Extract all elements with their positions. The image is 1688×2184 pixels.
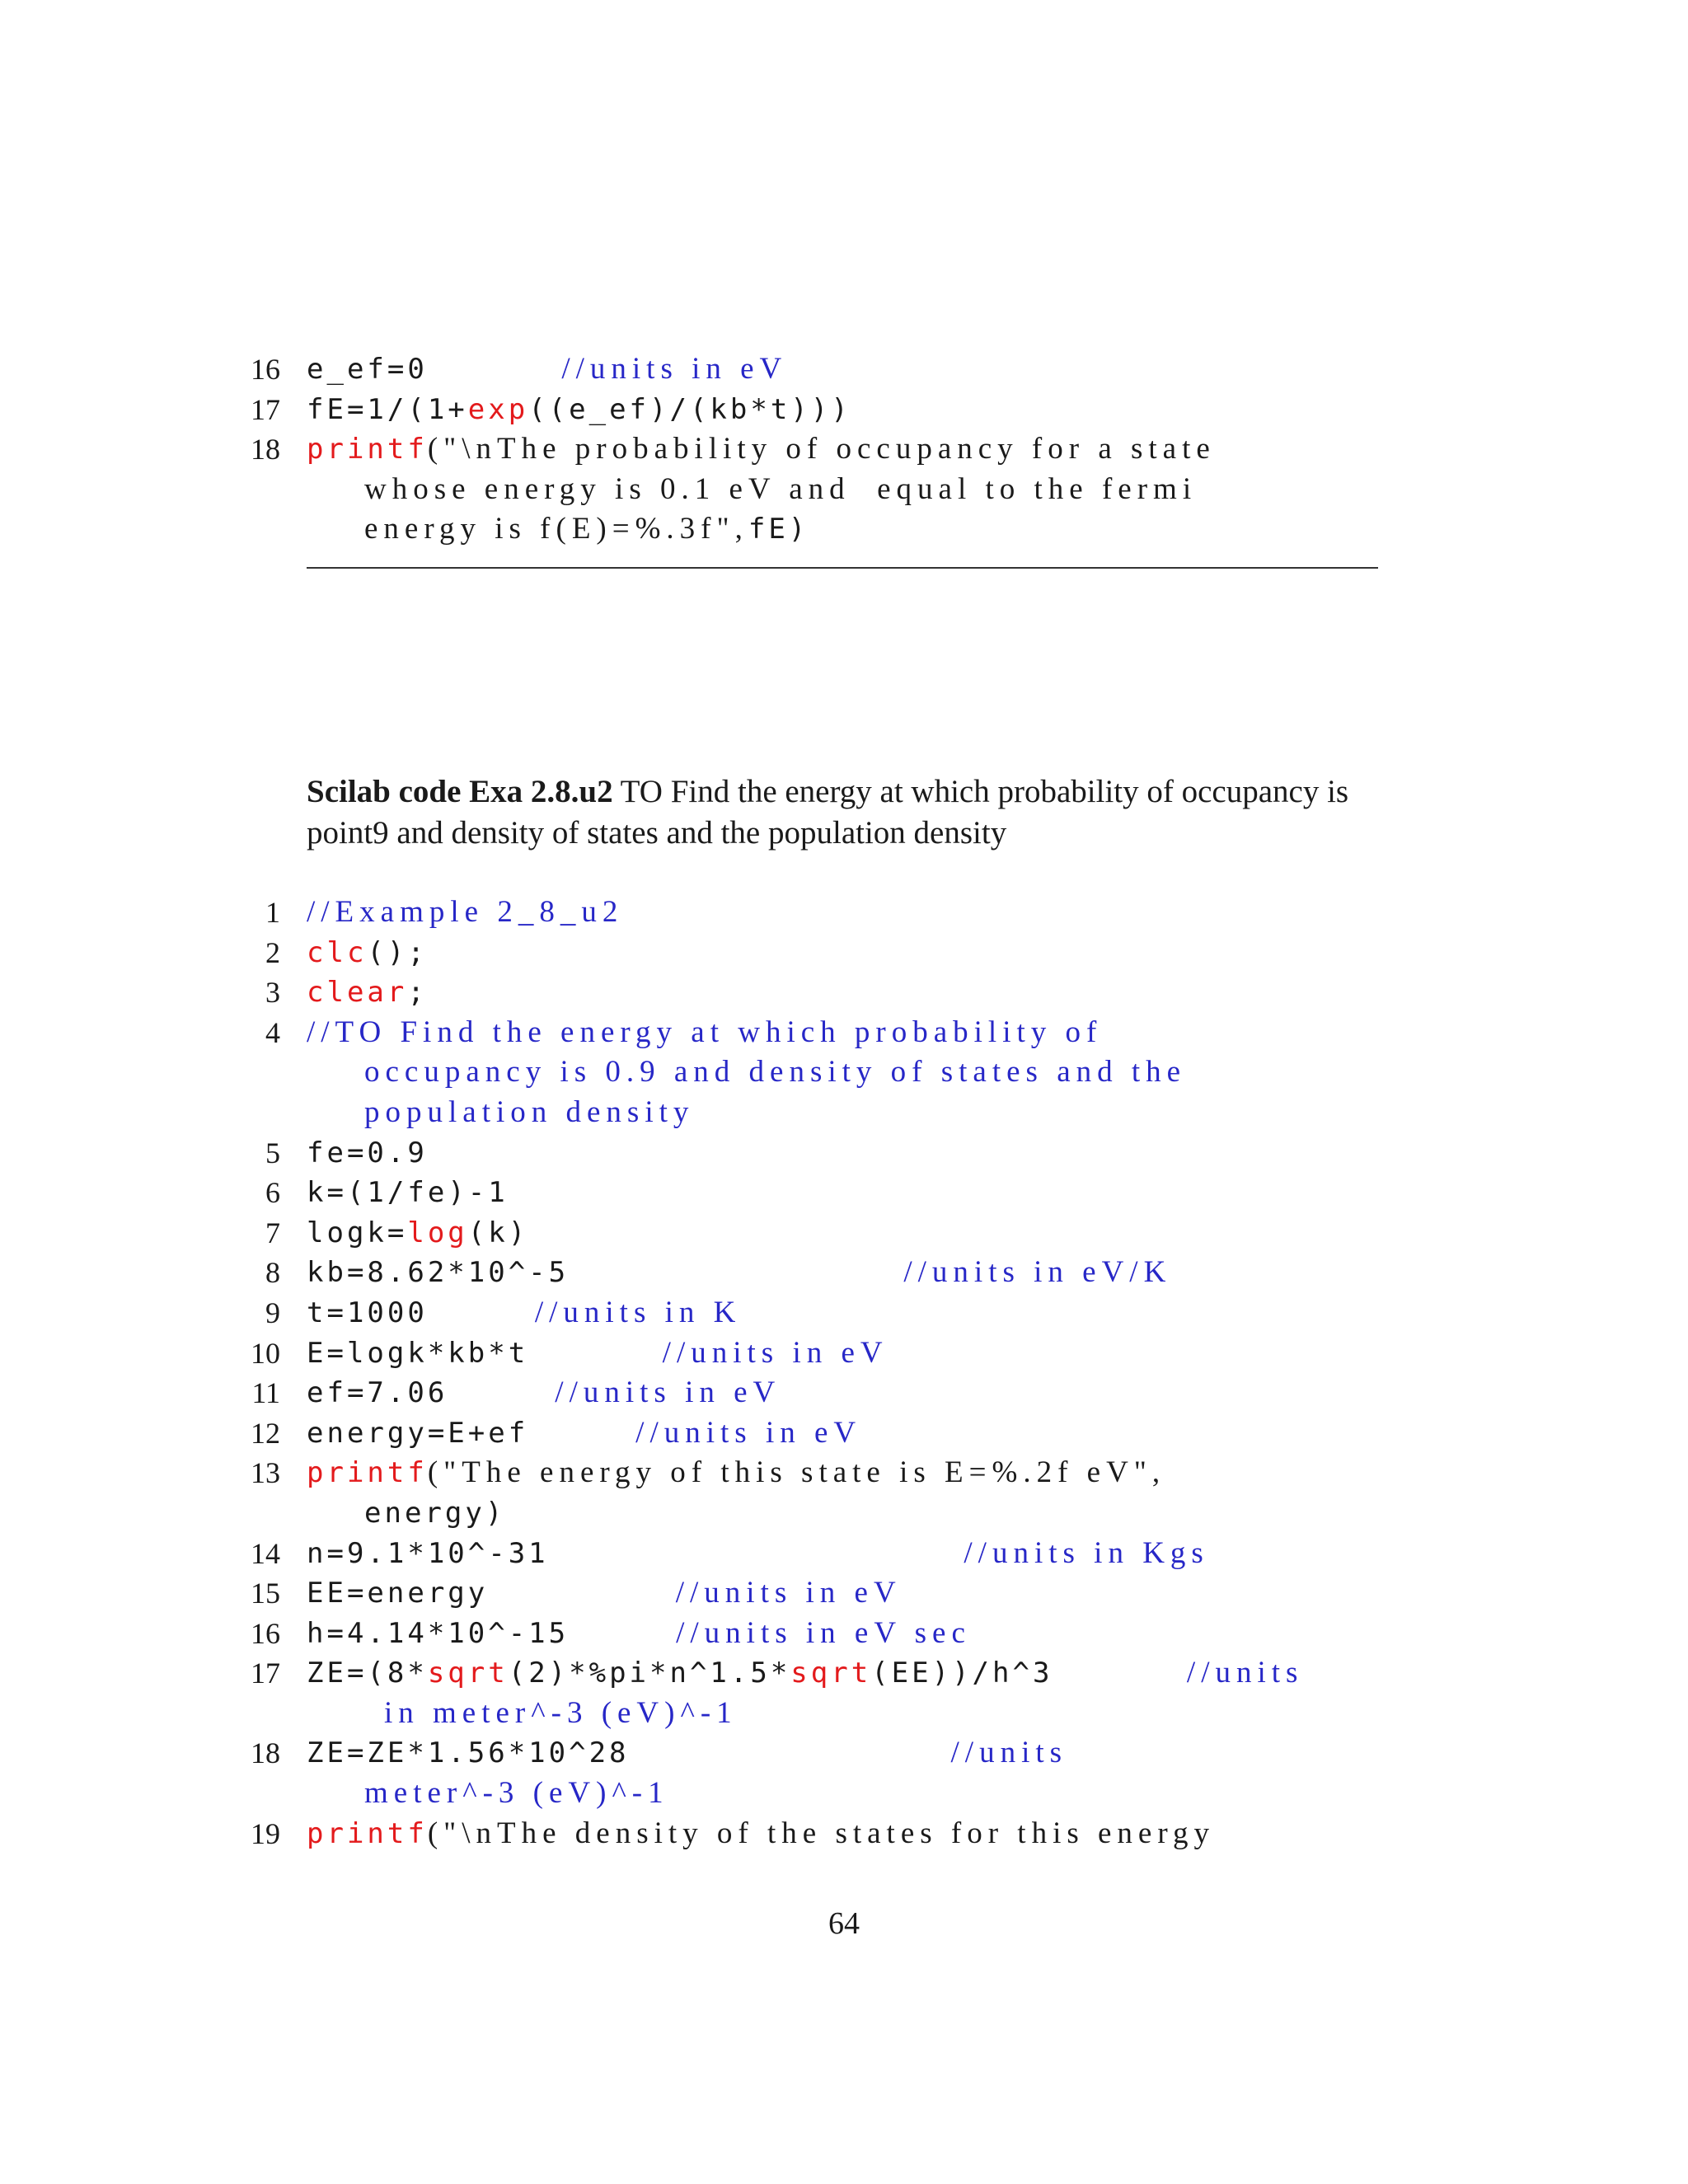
code-text bbox=[364, 509, 809, 555]
code-line bbox=[0, 893, 1688, 933]
code-comment: //units in eV/K bbox=[569, 1255, 1172, 1290]
code-comment: //units bbox=[629, 1736, 1068, 1770]
line-number: 11 bbox=[251, 1376, 280, 1410]
page-number: 64 bbox=[828, 1906, 860, 1941]
code-text bbox=[307, 1534, 1209, 1579]
code-listing-main bbox=[0, 893, 1688, 1854]
code-line bbox=[0, 1534, 1688, 1574]
code-token: (EE))/h^3 bbox=[871, 1657, 1053, 1690]
code-line bbox=[0, 1333, 1688, 1374]
code-comment: meter^-3 (eV)^-1 bbox=[364, 1776, 669, 1811]
code-string: ("\nThe probability of occupancy for a state bbox=[427, 432, 1216, 466]
line-number: 14 bbox=[251, 1536, 280, 1570]
code-text bbox=[307, 893, 623, 938]
code-line-continuation bbox=[0, 1694, 1688, 1734]
line-number: 3 bbox=[265, 976, 280, 1010]
code-line bbox=[0, 1453, 1688, 1493]
code-text bbox=[364, 1493, 505, 1539]
code-string: ("\nThe density of the states for this energy bbox=[427, 1816, 1216, 1850]
code-comment: //units in eV bbox=[427, 352, 788, 386]
code-text bbox=[307, 1653, 1303, 1699]
code-text bbox=[307, 1614, 971, 1659]
code-text bbox=[307, 1013, 1102, 1058]
code-keyword: sqrt bbox=[790, 1657, 872, 1690]
code-string: whose energy is 0.1 eV and equal to the fermi bbox=[364, 471, 1198, 506]
code-text bbox=[307, 933, 428, 978]
line-number: 8 bbox=[265, 1256, 280, 1290]
code-line bbox=[0, 429, 1688, 470]
line-number: 12 bbox=[251, 1416, 280, 1450]
code-token: ; bbox=[407, 976, 428, 1010]
code-token: ((e_ef)/(kb*t))) bbox=[528, 392, 851, 426]
line-number: 16 bbox=[251, 353, 280, 386]
code-token: t=1000 bbox=[307, 1296, 428, 1329]
code-line bbox=[0, 933, 1688, 973]
code-comment: //units in K bbox=[427, 1295, 742, 1329]
code-token: logk= bbox=[307, 1216, 408, 1249]
line-number: 13 bbox=[251, 1456, 280, 1490]
code-line bbox=[0, 1133, 1688, 1174]
code-comment: //units in Kgs bbox=[548, 1535, 1209, 1570]
code-token: fE) bbox=[748, 513, 809, 546]
code-line-continuation bbox=[0, 1093, 1688, 1133]
code-comment: in meter^-3 (eV)^-1 bbox=[384, 1695, 738, 1730]
line-number: 6 bbox=[265, 1176, 280, 1210]
code-keyword: printf bbox=[307, 1456, 428, 1490]
line-number: 1 bbox=[265, 896, 280, 929]
code-text bbox=[307, 1253, 1171, 1298]
line-number: 18 bbox=[251, 1736, 280, 1770]
line-number: 18 bbox=[251, 433, 280, 466]
code-comment: //Example 2_8_u2 bbox=[307, 895, 624, 929]
code-text bbox=[307, 1173, 509, 1218]
code-text bbox=[307, 429, 1216, 475]
line-number: 16 bbox=[251, 1616, 280, 1650]
code-comment: occupancy is 0.9 and density of states and the bbox=[364, 1055, 1187, 1090]
line-number: 5 bbox=[265, 1136, 280, 1169]
code-token: ZE=ZE*1.56*10^28 bbox=[307, 1736, 630, 1770]
code-text bbox=[307, 1293, 741, 1338]
code-token: energy=E+ef bbox=[307, 1416, 529, 1450]
code-comment: //units in eV bbox=[528, 1335, 889, 1370]
code-line bbox=[0, 1373, 1688, 1413]
code-token: ef=7.06 bbox=[307, 1376, 448, 1410]
code-line bbox=[0, 972, 1688, 1013]
code-text bbox=[307, 1814, 1215, 1859]
line-number: 9 bbox=[265, 1296, 280, 1329]
code-keyword: printf bbox=[307, 433, 428, 466]
code-comment: //TO Find the energy at which probability of bbox=[307, 1015, 1103, 1049]
listing-caption bbox=[307, 771, 1378, 854]
code-line-continuation bbox=[0, 1774, 1688, 1814]
code-keyword: clear bbox=[307, 976, 408, 1010]
code-keyword: sqrt bbox=[427, 1657, 509, 1690]
code-comment: //units in eV bbox=[488, 1576, 902, 1610]
code-token: k=(1/fe)-1 bbox=[307, 1176, 509, 1210]
code-token: (); bbox=[367, 935, 428, 969]
code-text bbox=[307, 1453, 1165, 1498]
code-text bbox=[307, 1733, 1067, 1779]
caption-text: TO Find the energy at which probability of occupancy is point9 and density of states and the population density bbox=[307, 774, 1349, 851]
caption-label: Scilab code Exa 2.8.u2 bbox=[307, 774, 613, 809]
code-listing-top bbox=[0, 349, 1688, 550]
code-line bbox=[0, 390, 1688, 430]
code-text bbox=[307, 349, 787, 395]
code-token: fe=0.9 bbox=[307, 1136, 428, 1169]
code-token: kb=8.62*10^-5 bbox=[307, 1256, 570, 1290]
code-comment: //units bbox=[1053, 1656, 1304, 1690]
code-line-continuation bbox=[0, 1493, 1688, 1534]
code-text bbox=[307, 1413, 861, 1459]
code-token: E=logk*kb*t bbox=[307, 1336, 529, 1370]
code-keyword: log bbox=[407, 1216, 468, 1249]
line-number: 2 bbox=[265, 935, 280, 969]
code-string: ("The energy of this state is E=%.2f eV", bbox=[427, 1455, 1166, 1490]
line-number: 17 bbox=[251, 1657, 280, 1690]
code-token: (2)*%pi*n^1.5* bbox=[508, 1657, 791, 1690]
code-comment: //units in eV sec bbox=[569, 1615, 971, 1650]
code-line-continuation bbox=[0, 470, 1688, 510]
code-text bbox=[307, 390, 851, 435]
code-line bbox=[0, 1173, 1688, 1213]
code-text bbox=[307, 1213, 528, 1258]
code-line bbox=[0, 1733, 1688, 1774]
code-text bbox=[307, 1573, 902, 1619]
code-token: ZE=(8* bbox=[307, 1657, 428, 1690]
code-line bbox=[0, 1253, 1688, 1293]
line-number: 4 bbox=[265, 1015, 280, 1049]
code-text bbox=[307, 1333, 889, 1379]
code-line bbox=[0, 1413, 1688, 1454]
line-number: 7 bbox=[265, 1216, 280, 1249]
line-number: 17 bbox=[251, 392, 280, 426]
code-line bbox=[0, 1293, 1688, 1333]
code-keyword: clc bbox=[307, 935, 368, 969]
code-comment: //units in eV bbox=[448, 1376, 781, 1410]
code-text bbox=[364, 1052, 1186, 1098]
code-text bbox=[307, 972, 428, 1018]
code-token: fE=1/(1+ bbox=[307, 392, 468, 426]
code-token: h=4.14*10^-15 bbox=[307, 1616, 570, 1650]
listing-separator bbox=[307, 567, 1378, 569]
code-line bbox=[0, 349, 1688, 390]
code-line bbox=[0, 1573, 1688, 1614]
code-token: e_ef=0 bbox=[307, 353, 428, 386]
code-text bbox=[307, 1133, 428, 1179]
line-number: 15 bbox=[251, 1577, 280, 1610]
code-token: n=9.1*10^-31 bbox=[307, 1536, 549, 1570]
code-comment: population density bbox=[364, 1094, 695, 1129]
code-line bbox=[0, 1614, 1688, 1654]
code-line-continuation bbox=[0, 509, 1688, 550]
code-string: energy is f(E)=%.3f", bbox=[364, 512, 748, 546]
code-line bbox=[0, 1013, 1688, 1053]
code-comment: //units in eV bbox=[528, 1415, 862, 1450]
line-number: 10 bbox=[251, 1336, 280, 1370]
code-keyword: printf bbox=[307, 1816, 428, 1850]
code-line bbox=[0, 1213, 1688, 1254]
code-line bbox=[0, 1653, 1688, 1694]
code-text bbox=[307, 1373, 781, 1418]
code-text bbox=[364, 1093, 694, 1138]
code-token: (k) bbox=[467, 1216, 529, 1249]
code-text bbox=[384, 1694, 738, 1739]
code-text bbox=[364, 1774, 669, 1819]
code-line bbox=[0, 1814, 1688, 1854]
code-token: energy) bbox=[364, 1496, 506, 1530]
code-line-continuation bbox=[0, 1052, 1688, 1093]
code-token: EE=energy bbox=[307, 1577, 489, 1610]
code-keyword: exp bbox=[467, 392, 529, 426]
line-number: 19 bbox=[251, 1816, 280, 1850]
code-text bbox=[364, 470, 1197, 515]
